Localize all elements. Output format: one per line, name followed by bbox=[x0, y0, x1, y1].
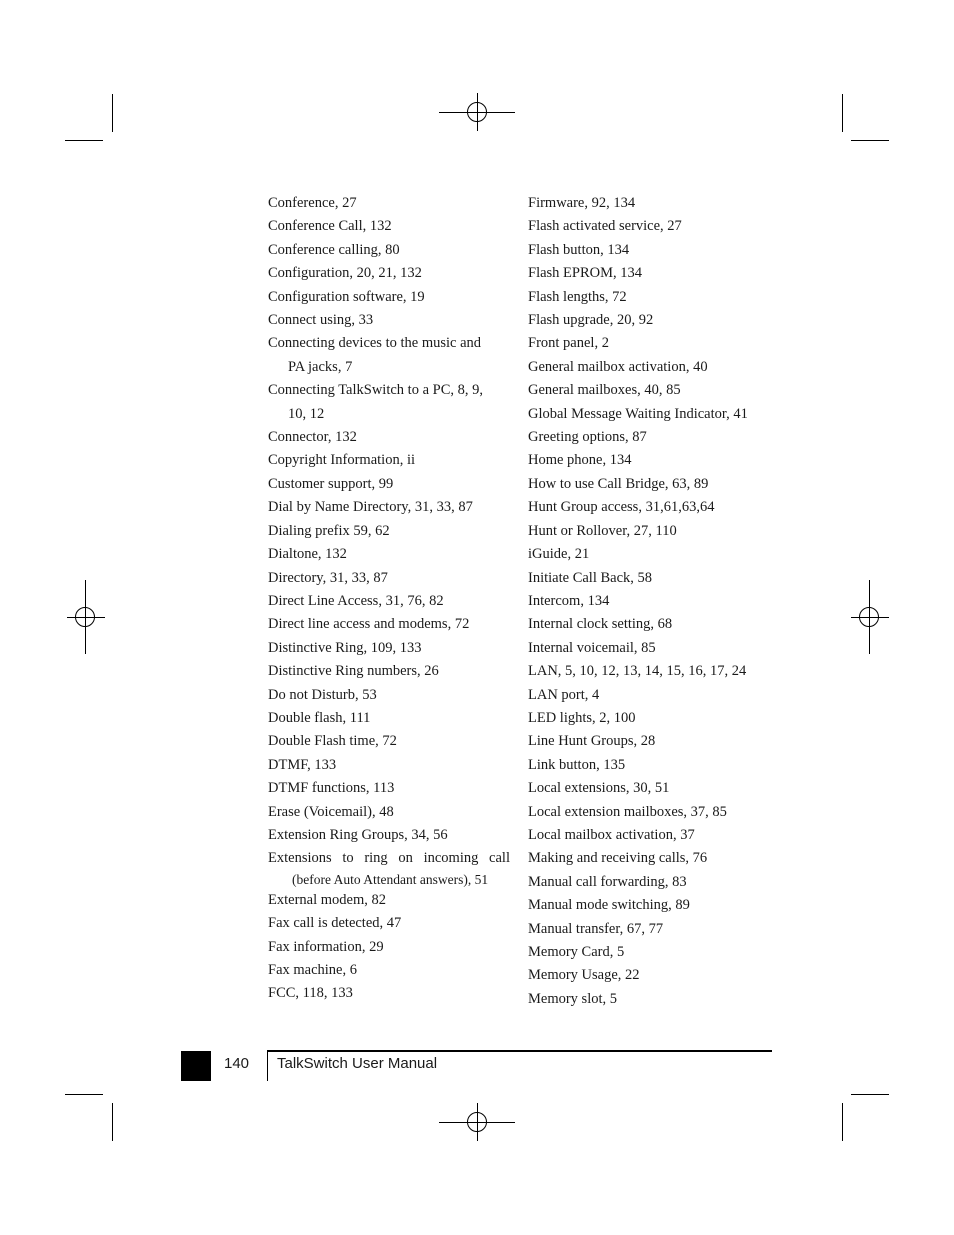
index-entry bbox=[528, 449, 768, 472]
index-entry-text: Memory slot, 5 bbox=[528, 990, 618, 1007]
index-entry-text: Fax machine, 6 bbox=[268, 962, 357, 978]
index-entry-continuation: (before Auto Attendant answers), 51 bbox=[292, 871, 489, 887]
index-entry bbox=[528, 543, 768, 566]
index-entry-text: How to use Call Bridge, 63, 89 bbox=[528, 475, 709, 492]
index-entry bbox=[268, 567, 510, 590]
index-entry-text: Hunt or Rollover, 27, 110 bbox=[528, 522, 677, 539]
index-entry bbox=[268, 660, 510, 683]
index-entry-text: Distinctive Ring, 109, 133 bbox=[268, 639, 422, 656]
index-entry-text: FCC, 118, 133 bbox=[268, 985, 353, 1002]
index-entry-text: Flash EPROM, 134 bbox=[528, 265, 643, 282]
index-entry-text: Connector, 132 bbox=[268, 429, 357, 446]
index-entry bbox=[268, 449, 510, 472]
index-entry bbox=[528, 309, 768, 332]
index-entry bbox=[528, 964, 768, 987]
index-entry bbox=[528, 894, 768, 917]
index-entry bbox=[528, 847, 768, 870]
index-entry bbox=[268, 707, 510, 730]
index-entry-text: Extensions to ring on incoming call bbox=[268, 850, 510, 867]
index-entry bbox=[268, 982, 510, 1005]
index-entry bbox=[528, 286, 768, 309]
index-entry-text: DTMF, 133 bbox=[268, 756, 337, 773]
index-entry bbox=[528, 801, 768, 824]
index-entry bbox=[268, 520, 510, 543]
index-entry bbox=[268, 426, 510, 449]
registration-mark-icon bbox=[859, 607, 879, 627]
index-entry-text: Flash button, 134 bbox=[528, 241, 630, 258]
index-entry bbox=[268, 379, 510, 426]
index-entry bbox=[268, 637, 510, 660]
index-entry bbox=[268, 239, 510, 262]
index-entry-text: General mailboxes, 40, 85 bbox=[528, 382, 681, 399]
index-entry bbox=[528, 262, 768, 285]
index-entry bbox=[528, 730, 768, 753]
index-entry bbox=[528, 567, 768, 590]
registration-mark-icon bbox=[467, 1112, 487, 1132]
index-entry-text: Dial by Name Directory, 31, 33, 87 bbox=[268, 499, 473, 516]
index-entry-text: General mailbox activation, 40 bbox=[528, 358, 708, 375]
index-entry bbox=[268, 959, 510, 982]
index-entry-text: Configuration, 20, 21, 132 bbox=[268, 265, 422, 282]
index-entry-text: Connecting devices to the music and bbox=[268, 335, 482, 352]
index-entry-text: Local extension mailboxes, 37, 85 bbox=[528, 803, 727, 820]
index-entry-text: Memory Usage, 22 bbox=[528, 967, 640, 984]
index-entry-text: Directory, 31, 33, 87 bbox=[268, 569, 388, 586]
index-entry-text: LAN port, 4 bbox=[528, 686, 600, 703]
index-entry bbox=[268, 496, 510, 519]
index-entry-text: Manual call forwarding, 83 bbox=[528, 873, 687, 890]
index-entry bbox=[528, 356, 768, 379]
index-entry bbox=[268, 912, 510, 935]
index-entry bbox=[528, 660, 768, 683]
index-entry bbox=[268, 332, 510, 379]
index-entry-text: Firmware, 92, 134 bbox=[528, 195, 636, 211]
index-entry-text: Dialing prefix 59, 62 bbox=[268, 522, 390, 539]
index-column-left bbox=[268, 192, 510, 1006]
index-entry bbox=[528, 613, 768, 636]
index-entry-text: Flash upgrade, 20, 92 bbox=[528, 312, 654, 329]
index-entry-text: Configuration software, 19 bbox=[268, 288, 425, 305]
index-entry bbox=[268, 824, 510, 847]
index-entry-text: Do not Disturb, 53 bbox=[268, 686, 377, 703]
index-entry bbox=[528, 871, 768, 894]
index-entry bbox=[268, 286, 510, 309]
footer-divider bbox=[267, 1050, 268, 1081]
index-entry bbox=[528, 754, 768, 777]
index-entry-text: Internal clock setting, 68 bbox=[528, 616, 673, 633]
index-entry-text: Conference Call, 132 bbox=[268, 218, 392, 235]
index-entry bbox=[528, 239, 768, 262]
footer-rule bbox=[267, 1050, 772, 1052]
index-entry-text: Double flash, 111 bbox=[268, 709, 371, 726]
index-entry-text: Link button, 135 bbox=[528, 756, 626, 773]
index-entry bbox=[528, 824, 768, 847]
index-entry-text: Connecting TalkSwitch to a PC, 8, 9, bbox=[268, 382, 484, 399]
index-entry-text: Conference calling, 80 bbox=[268, 241, 400, 258]
index-entry bbox=[528, 918, 768, 941]
registration-mark-icon bbox=[75, 607, 95, 627]
index-entry bbox=[528, 496, 768, 519]
index-entry-text: Erase (Voicemail), 48 bbox=[268, 803, 394, 820]
index-entry-text: Local extensions, 30, 51 bbox=[528, 780, 670, 797]
manual-title: TalkSwitch User Manual bbox=[277, 1055, 438, 1072]
index-entry bbox=[268, 889, 510, 912]
index-entry bbox=[268, 590, 510, 613]
index-entry bbox=[528, 637, 768, 660]
index-entry bbox=[528, 403, 768, 426]
index-entry bbox=[528, 473, 768, 496]
index-entry bbox=[268, 613, 510, 636]
index-entry-text: Flash lengths, 72 bbox=[528, 288, 627, 305]
index-entry bbox=[268, 473, 510, 496]
index-entry-text: iGuide, 21 bbox=[528, 546, 590, 563]
index-entry-text: LAN, 5, 10, 12, 13, 14, 15, 16, 17, 24 bbox=[528, 663, 747, 680]
footer-tab-block bbox=[181, 1051, 211, 1081]
index-entry-text: Global Message Waiting Indicator, 41 bbox=[528, 405, 748, 422]
index-entry-text: Front panel, 2 bbox=[528, 335, 609, 352]
index-entry-continuation: PA jacks, 7 bbox=[288, 358, 353, 375]
index-entry-text: Flash activated service, 27 bbox=[528, 218, 682, 235]
index-entry bbox=[268, 730, 510, 753]
index-entry bbox=[528, 192, 768, 215]
index-entry-text: Hunt Group access, 31,61,63,64 bbox=[528, 499, 715, 516]
index-entry-text: Manual transfer, 67, 77 bbox=[528, 920, 664, 937]
index-entry-text: Dialtone, 132 bbox=[268, 546, 347, 563]
index-entry-text: LED lights, 2, 100 bbox=[528, 709, 636, 726]
index-entry bbox=[528, 590, 768, 613]
index-entry bbox=[528, 520, 768, 543]
index-entry bbox=[268, 684, 510, 707]
index-entry-text: Distinctive Ring numbers, 26 bbox=[268, 663, 439, 680]
index-entry-text: Fax information, 29 bbox=[268, 938, 384, 955]
index-entry-text: Memory Card, 5 bbox=[528, 944, 625, 960]
index-entry-text: Home phone, 134 bbox=[528, 452, 632, 469]
index-entry-text: Direct Line Access, 31, 76, 82 bbox=[268, 592, 444, 609]
index-entry-text: Manual mode switching, 89 bbox=[528, 897, 690, 914]
index-entry bbox=[528, 332, 768, 355]
index-entry bbox=[528, 684, 768, 707]
index-entry bbox=[528, 941, 768, 964]
registration-mark-icon bbox=[467, 102, 487, 122]
index-entry-text: Direct line access and modems, 72 bbox=[268, 616, 470, 633]
index-entry bbox=[528, 707, 768, 730]
index-entry-text: Local mailbox activation, 37 bbox=[528, 826, 695, 843]
index-entry-text: Making and receiving calls, 76 bbox=[528, 850, 708, 867]
index-entry-text: Internal voicemail, 85 bbox=[528, 639, 656, 656]
index-entry bbox=[528, 988, 768, 1011]
index-entry-text: Greeting options, 87 bbox=[528, 429, 647, 446]
index-entry-text: Line Hunt Groups, 28 bbox=[528, 733, 656, 750]
index-entry bbox=[528, 777, 768, 800]
index-entry bbox=[268, 754, 510, 777]
index-entry-text: DTMF functions, 113 bbox=[268, 780, 395, 797]
index-entry bbox=[268, 543, 510, 566]
index-entry bbox=[268, 777, 510, 800]
index-entry-continuation: 10, 12 bbox=[288, 405, 325, 422]
index-entry bbox=[528, 379, 768, 402]
index-entry bbox=[268, 801, 510, 824]
index-entry-text: Connect using, 33 bbox=[268, 312, 374, 329]
index-entry-text: Customer support, 99 bbox=[268, 475, 394, 492]
index-entry-text: Fax call is detected, 47 bbox=[268, 915, 402, 932]
index-entry bbox=[268, 309, 510, 332]
index-entry bbox=[268, 192, 510, 215]
index-entry bbox=[268, 936, 510, 959]
index-entry-text: Double Flash time, 72 bbox=[268, 733, 397, 750]
index-entry-text: Initiate Call Back, 58 bbox=[528, 569, 653, 586]
index-entry-text: Intercom, 134 bbox=[528, 592, 610, 609]
index-entry-text: Extension Ring Groups, 34, 56 bbox=[268, 826, 448, 843]
index-entry-text: Conference, 27 bbox=[268, 195, 357, 211]
index-column-right bbox=[528, 192, 768, 1011]
index-entry bbox=[528, 215, 768, 238]
index-entry-text: External modem, 82 bbox=[268, 891, 386, 908]
index-entry bbox=[268, 215, 510, 238]
index-entry bbox=[268, 847, 510, 888]
index-entry bbox=[528, 426, 768, 449]
index-entry bbox=[268, 262, 510, 285]
page-number: 140 bbox=[224, 1055, 250, 1072]
index-entry-text: Copyright Information, ii bbox=[268, 452, 415, 469]
